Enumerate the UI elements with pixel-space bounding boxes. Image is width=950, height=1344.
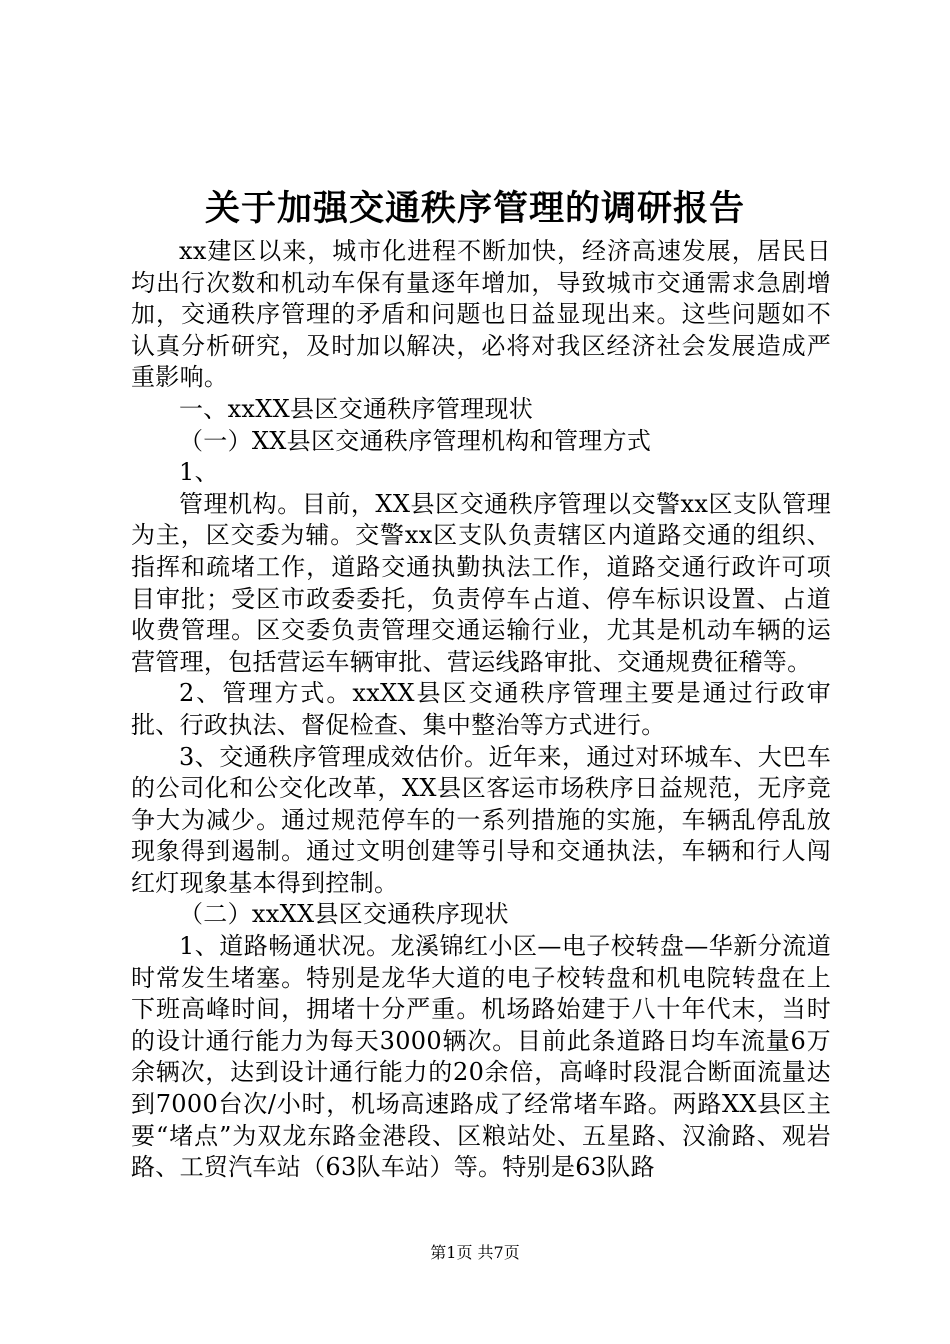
paragraph-management-agency: 管理机构。目前，XX县区交通秩序管理以交警xx区支队管理为主，区交委为辅。交警xx区支队负责辖区内道路交通的组织、指挥和疏堵工作，道路交通执勤执法工作，道路交通行政许可项目审批；受区市政委委托，负责停车占道、停车标识设置、占道收费管理。区交委负责管理交通运输行业，尤其是机动车辆的运营管理，包括营运车辆审批、营运线路审批、交通规费征稽等。 [131,489,831,676]
page-number: 第1页 共7页 [430,1243,520,1262]
paragraph-road-status: 1、道路畅通状况。龙溪锦红小区—电子校转盘—华新分流道时常发生堵塞。特别是龙华大道的电子校转盘和机电院转盘在上下班高峰时间，拥堵十分严重。机场路始建于八十年代末，当时的设计通行能力为每天3000辆次。目前此条道路日均车流量6万余辆次，达到设计通行能力的20余倍，高峰时段混合断面流量达到7000台次/小时，机场高速路成了经常堵车路。两路XX县区主要“堵点”为双龙东路金港段、区粮站处、五星路、汉渝路、观岩路、工贸汽车站（63队车站）等。特别是63队路 [131,932,831,1182]
paragraph-management-effect: 3、交通秩序管理成效估价。近年来，通过对环城车、大巴车的公司化和公交化改革，XX县区客运市场秩序日益规范，无序竞争大为减少。通过规范停车的一系列措施的实施，车辆乱停乱放现象得到遏制。通过文明创建等引导和交通执法，车辆和行人闯红灯现象基本得到控制。 [131,742,831,897]
document-title: 关于加强交通秩序管理的调研报告 [204,188,745,229]
document-body [131,236,831,1184]
section-heading-1: 一、xxXX县区交通秩序管理现状 [179,394,534,423]
list-number-1: 1、 [179,458,219,487]
paragraph-intro: xx建区以来，城市化进程不断加快，经济高速发展，居民日均出行次数和机动车保有量逐年增加，导致城市交通需求急剧增加，交通秩序管理的矛盾和问题也日益显现出来。这些问题如不认真分析研究，及时加以解决，必将对我区经济社会发展造成严重影响。 [131,237,831,392]
subsection-heading-2: （二）xxXX县区交通秩序现状 [179,900,509,929]
paragraph-management-method: 2、管理方式。xxXX县区交通秩序管理主要是通过行政审批、行政执法、督促检查、集中整治等方式进行。 [131,679,831,739]
subsection-heading-1: （一）XX县区交通秩序管理机构和管理方式 [179,426,652,455]
